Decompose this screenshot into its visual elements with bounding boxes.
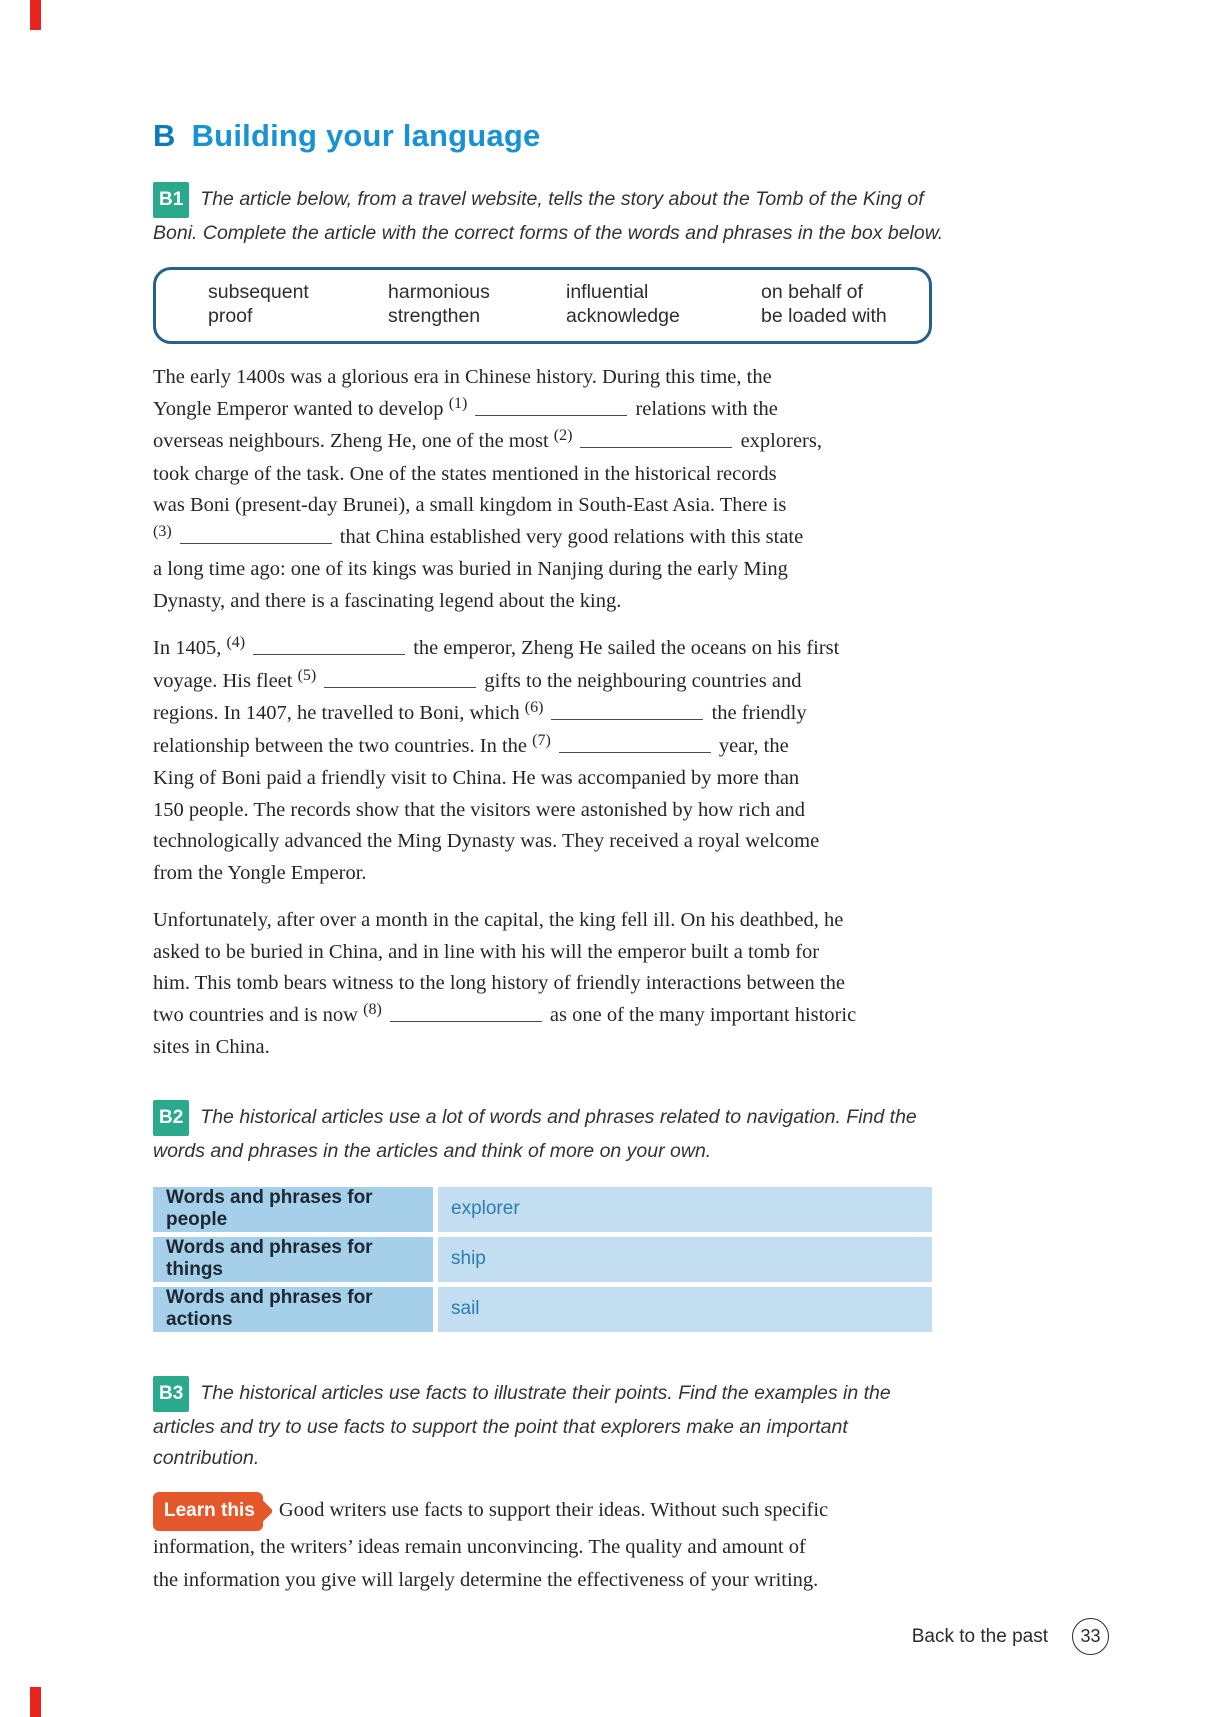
fill-in-blank <box>475 402 627 416</box>
article <box>153 362 1083 1064</box>
exercise-b3-text: The historical articles use facts to illustrate their points. Find the examples in the articles and try to use facts to support the point that explorers make an important contribution. <box>153 1381 891 1469</box>
table-row-value: sail <box>438 1287 932 1332</box>
page-footer <box>912 1618 1109 1655</box>
article-paragraph: Unfortunately, after over a month in the capital, the king fell ill. On his deathbed, he asked to be buried in China, and in line with his will the emperor built a tomb for him. This tomb bears witness to the long history of friendly interactions between the two countries and is now $^{(8)}$ as one of the many important historic sites in China. <box>153 909 857 1058</box>
fill-in-blank <box>324 674 476 688</box>
fill-in-blank <box>253 641 405 655</box>
table-row-value: explorer <box>438 1187 932 1232</box>
word-box <box>153 267 932 344</box>
learn-this-badge: Learn this <box>153 1492 263 1531</box>
red-bleed-mark-bottom <box>30 1687 41 1717</box>
exercise-b1-badge: B1 <box>153 182 189 218</box>
navigation-words-table <box>153 1187 932 1332</box>
red-bleed-mark-top <box>30 0 41 30</box>
blank-number: (3) <box>153 522 172 540</box>
fill-in-blank <box>580 434 732 448</box>
exercise-b1-text: The article below, from a travel website, tells the story about the Tomb of the King of Boni. Complete the article with the correct forms of the words and phrases in the box below. <box>153 188 944 244</box>
word-box-item: on behalf of <box>761 281 863 303</box>
word-box-item: subsequent <box>208 281 309 303</box>
fill-in-blank <box>559 739 711 753</box>
fill-in-blank <box>551 706 703 720</box>
article-paragraph: The early 1400s was a glorious era in Chinese history. During this time, the Yongle Emperor wanted to develop $^{(1)}$ relations with the overseas neighbours. Zheng He, one of the most $^{(2)}$ explorers, took charge of the task. One of the states mentioned in the historical records was Boni (present-day Brunei), a small kingdom in South-East Asia. There is $^{(3)}$ that China established very good relations with this state a long time ago: one of its kings was buried in Nanjing during the early Ming Dynasty, and there is a fascinating legend about the king. <box>153 366 822 612</box>
article-paragraph: In 1405, $^{(4)}$ the emperor, Zheng He sailed the oceans on his first voyage. His fleet $^{(5)}$ gifts to the neighbouring countries and regions. In 1407, he travelled to Boni, which $^{(6)}$ the friendly relationship between the two countries. In the $^{(7)}$ year, the King of Boni paid a friendly visit to China. He was accompanied by more than 150 people. The records show that the visitors were astonished by how rich and technologically advanced the Ming Dynasty was. They received a royal welcome from the Yongle Emperor. <box>153 634 840 884</box>
table-row-label: Words and phrases for actions <box>153 1287 433 1332</box>
fill-in-blank <box>180 530 332 544</box>
word-box-item: acknowledge <box>566 305 680 327</box>
exercise-b1-instruction <box>153 182 953 249</box>
blank-number: (7) <box>532 731 551 749</box>
page-title <box>153 118 1083 154</box>
exercise-b3-instruction <box>153 1376 953 1474</box>
fill-in-blank <box>390 1008 542 1022</box>
blank-number: (5) <box>297 666 317 684</box>
page-content <box>153 118 1083 1597</box>
word-box-item: proof <box>208 305 253 327</box>
word-box-item: influential <box>566 281 649 303</box>
learn-this-paragraph <box>153 1492 1053 1597</box>
section-letter: B <box>153 118 176 153</box>
blank-number: (4) <box>226 634 246 651</box>
table-row-label: Words and phrases for things <box>153 1237 433 1282</box>
exercise-b2-badge: B2 <box>153 1100 189 1136</box>
blank-number: (1) <box>448 394 468 412</box>
page-number-badge: 33 <box>1072 1618 1109 1655</box>
blank-number: (8) <box>363 1000 382 1018</box>
table-row-label: Words and phrases for people <box>153 1187 433 1232</box>
word-box-item: strengthen <box>388 305 481 327</box>
blank-number: (6) <box>524 699 544 716</box>
footer-unit-label: Back to the past <box>911 1625 1048 1647</box>
exercise-b2-text: The historical articles use a lot of words and phrases related to navigation. Find the words and phrases in the articles and think of more on your own. <box>153 1105 917 1162</box>
word-box-item: harmonious <box>388 281 490 303</box>
exercise-b3-badge: B3 <box>153 1376 189 1412</box>
section-title-text: Building your language <box>191 118 541 153</box>
exercise-b2-instruction <box>153 1100 953 1167</box>
word-box-item: be loaded with <box>761 305 887 327</box>
blank-number: (2) <box>553 427 573 444</box>
table-row-value: ship <box>438 1237 932 1282</box>
learn-this-text: Good writers use facts to support their ideas. Without such specific information, the writers’ ideas remain unconvincing. The quality and amount of the information you give will largely determine the effectiveness of your writing. <box>153 1498 829 1591</box>
